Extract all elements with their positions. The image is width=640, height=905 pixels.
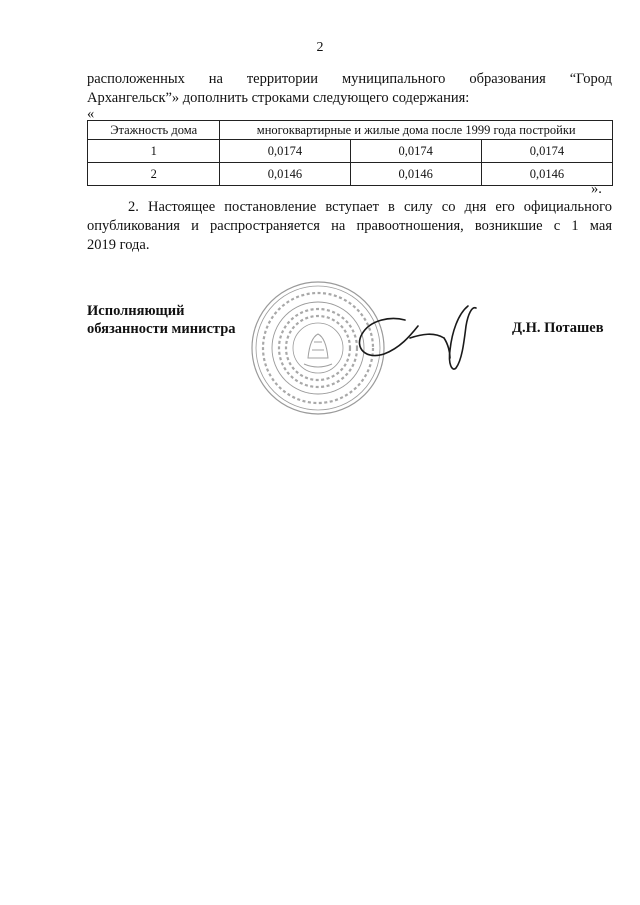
row-value: 0,0174 (220, 140, 350, 163)
row-value: 0,0146 (350, 163, 481, 186)
row-value: 0,0146 (481, 163, 612, 186)
signatory-title-line-1: Исполняющий (87, 303, 185, 319)
row-value: 0,0146 (220, 163, 350, 186)
quote-close: ». (591, 181, 602, 197)
row-floors: 2 (88, 163, 220, 186)
page-number: 2 (316, 40, 324, 55)
table-row (88, 140, 613, 163)
row-value: 0,0174 (350, 140, 481, 163)
intro-line-2: Архангельск”» дополнить строками следующего содержания: (87, 90, 470, 106)
coefficient-table (87, 120, 613, 186)
header-category: многоквартирные и жилые дома после 1999 года постройки (220, 121, 613, 140)
paragraph-2-line-3: 2019 года. (87, 237, 150, 253)
handwritten-signature (340, 298, 500, 378)
paragraph-2 (87, 198, 612, 255)
row-floors: 1 (88, 140, 220, 163)
signatory-title-line-2: обязанности министра (87, 321, 236, 337)
table-row (88, 163, 613, 186)
header-floors: Этажность дома (88, 121, 220, 140)
signatory-name: Д.Н. Поташев (512, 320, 604, 336)
row-value: 0,0174 (481, 140, 612, 163)
signatory-title (87, 302, 236, 338)
intro-paragraph (87, 70, 612, 108)
paragraph-2-line-2: опубликования и распространяется на правоотношения, возникшие с 1 мая (87, 218, 612, 234)
quote-open: « (87, 106, 95, 122)
paragraph-2-line-1: 2. Настоящее постановление вступает в силу со дня его официального (128, 199, 612, 215)
table-header-row (88, 121, 613, 140)
intro-line-1: расположенных на территории муниципального образования “Город (87, 71, 612, 87)
